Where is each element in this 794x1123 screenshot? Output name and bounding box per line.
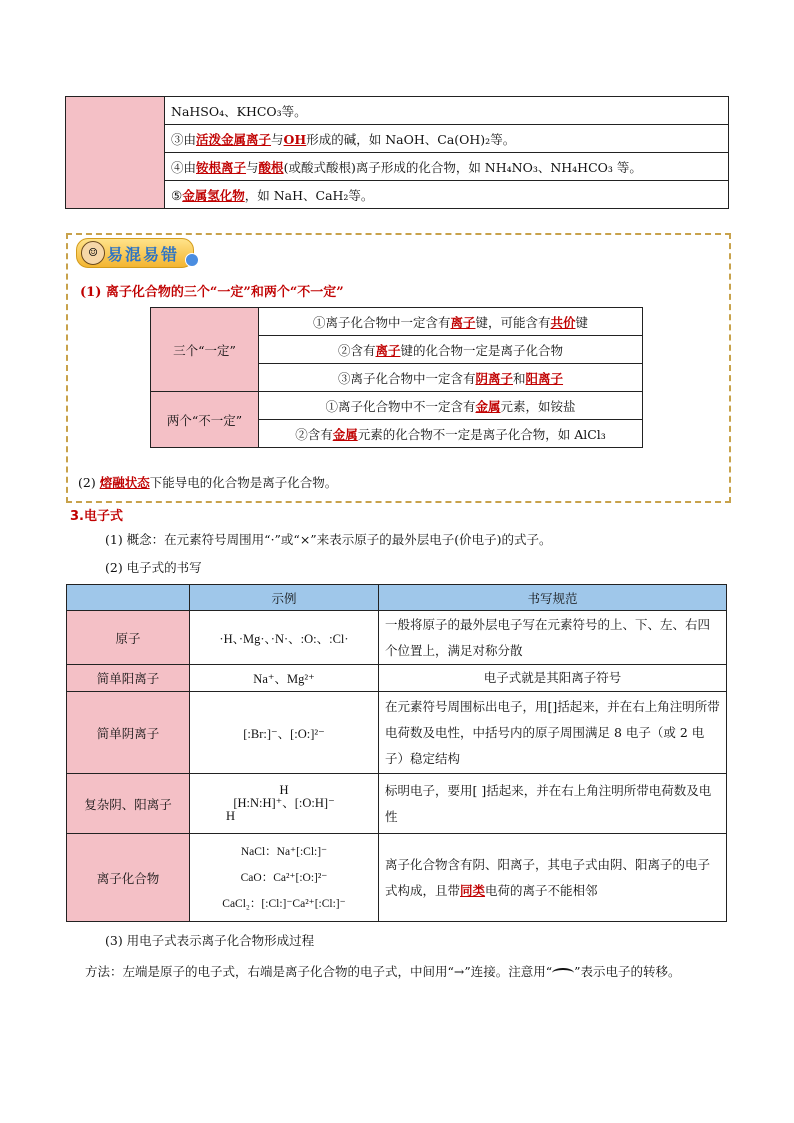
tips-badge-label: 易混易错 (107, 245, 180, 264)
example-cell: [:Br:]⁻、[:O:]²⁻ (190, 692, 379, 774)
row-name: 复杂阴、阳离子 (67, 774, 190, 834)
rule-cell: 标明电子，要用[ ]括起来，并在右上角注明所带电荷数及电性 (379, 774, 727, 834)
section-title: 3.电子式 (70, 509, 123, 524)
table-row: ②含有金属元素的化合物不一定是离子化合物，如 AlCl₃ (259, 420, 643, 448)
example-cell: Na⁺、Mg²⁺ (190, 665, 379, 692)
example-cell: ·H、·Mg·、·N·、:O:、:Cl· (190, 611, 379, 665)
table-row: NaHSO₄、KHCO₃等。 (165, 97, 729, 125)
highlight: 酸根 (258, 159, 284, 175)
example-cell: H [H:N:H]⁺、[:O:H]⁻ H (190, 774, 379, 834)
bulb-icon (185, 253, 199, 267)
row-name: 简单阳离子 (67, 665, 190, 692)
row-name: 离子化合物 (67, 834, 190, 922)
table-row: ②含有离子键的化合物一定是离子化合物 (259, 336, 643, 364)
example-cell: NaCl：Na⁺[:Cl:]⁻ CaO：Ca²⁺[:O:]²⁻ CaCl₂：[:Cl:]⁻Ca²⁺[:Cl:]⁻ (190, 834, 379, 922)
header-cell: 书写规范 (379, 585, 727, 611)
table-row: ③由活泼金属离子与OH形成的碱，如 NaOH、Ca(OH)₂等。 (165, 125, 729, 153)
table-row: ①离子化合物中不一定含有金属元素，如铵盐 (259, 392, 643, 420)
header-cell (67, 585, 190, 611)
table-row: ⑤金属氢化物，如 NaH、CaH₂等。 (165, 181, 729, 209)
ionic-compound-types-table (65, 96, 729, 209)
concept-text: (1) 概念：在元素符号周围用“·”或“×”来表示原子的最外层电子(价电子)的式子。 (105, 532, 552, 547)
rule-cell: 在元素符号周围标出电子，用[]括起来，并在右上角注明所带电荷数及电性，中括号内的原子周围满足 8 电子（或 2 电子）稳定结构 (379, 692, 727, 774)
subheading: (3) 用电子式表示离子化合物形成过程 (105, 933, 315, 948)
group-label: 两个“不一定” (151, 392, 259, 448)
rule-cell: 一般将原子的最外层电子写在元素符号的上、下、左、右四个位置上，满足对称分散 (379, 611, 727, 665)
electron-formula-table (66, 584, 727, 922)
student-icon: ☺ (81, 241, 105, 265)
row-name: 简单阴离子 (67, 692, 190, 774)
tips-note: (2) 熔融状态下能导电的化合物是离子化合物。 (78, 475, 338, 490)
table-row: ④由铵根离子与酸根(或酸式酸根)离子形成的化合物，如 NH₄NO₃、NH₄HCO₃ 等。 (165, 153, 729, 181)
subheading: (2) 电子式的书写 (105, 560, 202, 575)
method-text: 方法：左端是原子的电子式，右端是离子化合物的电子式，中间用“→”连接。注意用“ ”表示电子的转移。 (85, 964, 681, 979)
table-row: ③离子化合物中一定含有阴离子和阳离子 (259, 364, 643, 392)
tips-title: (1) 离子化合物的三个“一定”和两个“不一定” (80, 285, 344, 300)
rule-cell: 离子化合物含有阴、阳离子，其电子式由阴、阳离子的电子式构成，且带同类电荷的离子不能相邻 (379, 834, 727, 922)
table-row: ①离子化合物中一定含有离子键，可能含有共价键 (259, 308, 643, 336)
group-label: 三个“一定” (151, 308, 259, 392)
tips-badge (76, 238, 194, 268)
curved-arrow-icon (552, 968, 574, 978)
rule-cell: 电子式就是其阳离子符号 (379, 665, 727, 692)
header-cell: 示例 (190, 585, 379, 611)
definite-table (150, 307, 643, 448)
row-name: 原子 (67, 611, 190, 665)
highlight: 金属氢化物 (182, 187, 245, 203)
highlight: 铵根离子 (196, 159, 247, 175)
highlight: 活泼金属离子 (196, 131, 272, 147)
highlight: OH (283, 131, 307, 147)
table-left-shade (66, 97, 165, 209)
